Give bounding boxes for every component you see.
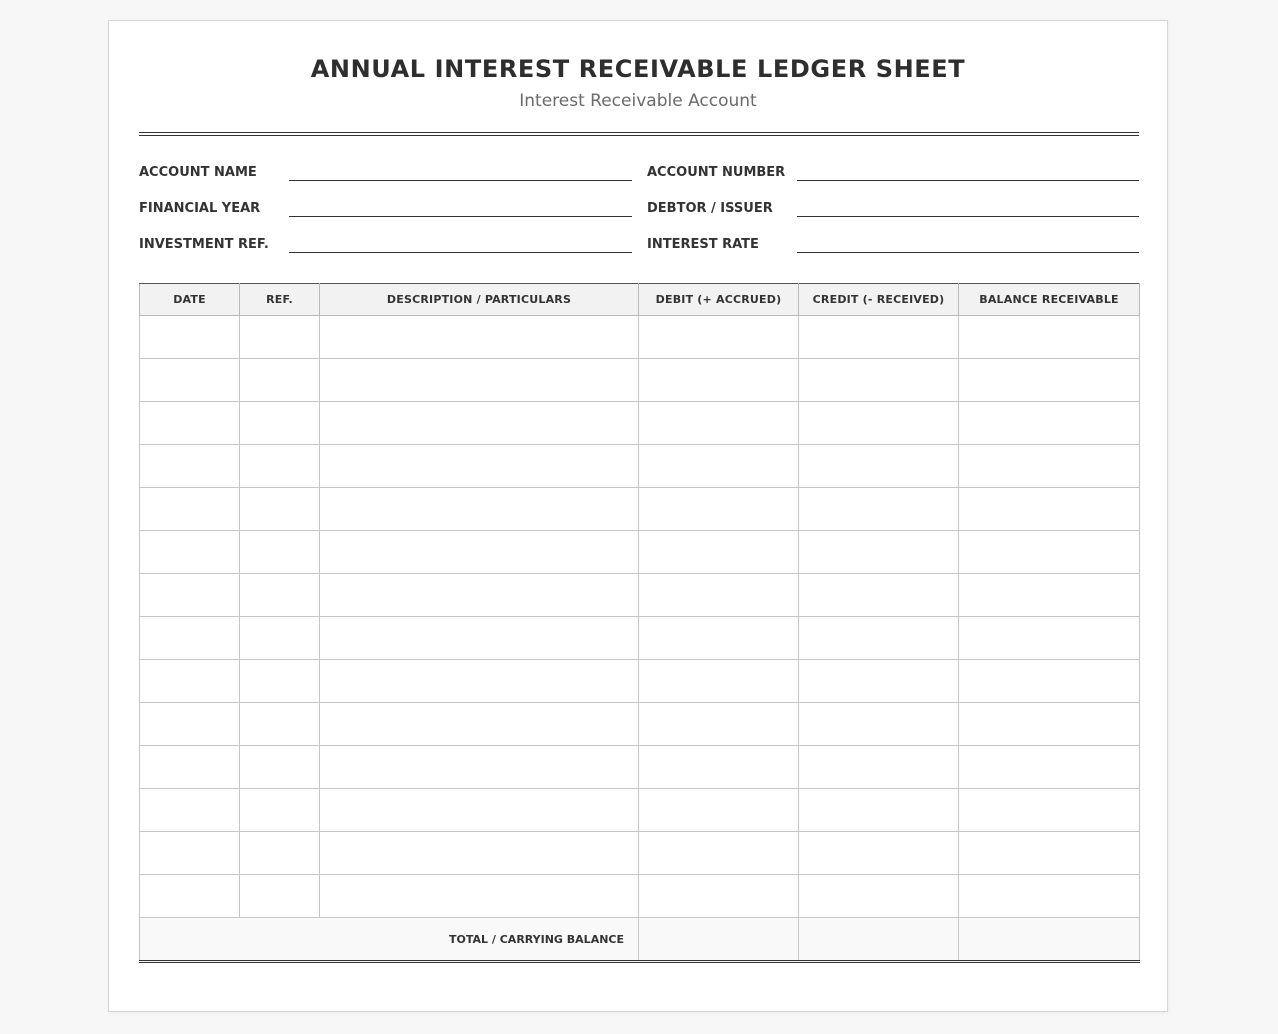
date-cell[interactable] (140, 660, 240, 703)
balance-cell[interactable] (959, 488, 1140, 531)
total-credit-cell[interactable] (799, 918, 959, 962)
ref-cell[interactable] (240, 660, 320, 703)
table-header-row (140, 284, 1140, 316)
credit-cell[interactable] (799, 832, 959, 875)
investment-ref-label: INVESTMENT REF. (139, 237, 269, 252)
column-header-balance: BALANCE RECEIVABLE (959, 284, 1140, 316)
description-cell[interactable] (320, 789, 639, 832)
balance-cell[interactable] (959, 445, 1140, 488)
credit-cell[interactable] (799, 617, 959, 660)
debit-cell[interactable] (639, 316, 799, 359)
debit-cell[interactable] (639, 531, 799, 574)
date-cell[interactable] (140, 746, 240, 789)
column-header-debit: DEBIT (+ ACCRUED) (639, 284, 799, 316)
ref-cell[interactable] (240, 875, 320, 918)
date-cell[interactable] (140, 445, 240, 488)
balance-cell[interactable] (959, 617, 1140, 660)
balance-cell[interactable] (959, 316, 1140, 359)
description-cell[interactable] (320, 746, 639, 789)
date-cell[interactable] (140, 316, 240, 359)
interest-rate-label: INTEREST RATE (647, 237, 759, 252)
total-balance-cell[interactable] (959, 918, 1140, 962)
ref-cell[interactable] (240, 617, 320, 660)
ref-cell[interactable] (240, 789, 320, 832)
balance-cell[interactable] (959, 574, 1140, 617)
credit-cell[interactable] (799, 703, 959, 746)
financial-year-field[interactable] (289, 216, 632, 217)
debit-cell[interactable] (639, 445, 799, 488)
credit-cell[interactable] (799, 445, 959, 488)
debtor-issuer-label: DEBTOR / ISSUER (647, 201, 773, 216)
balance-cell[interactable] (959, 531, 1140, 574)
table-row (140, 402, 1140, 445)
balance-cell[interactable] (959, 660, 1140, 703)
account-number-field[interactable] (797, 180, 1139, 181)
ref-cell[interactable] (240, 445, 320, 488)
credit-cell[interactable] (799, 316, 959, 359)
debtor-issuer-field[interactable] (797, 216, 1139, 217)
description-cell[interactable] (320, 832, 639, 875)
ref-cell[interactable] (240, 359, 320, 402)
ref-cell[interactable] (240, 531, 320, 574)
debit-cell[interactable] (639, 703, 799, 746)
date-cell[interactable] (140, 617, 240, 660)
column-header-description: DESCRIPTION / PARTICULARS (320, 284, 639, 316)
page-subtitle: Interest Receivable Account (519, 91, 757, 111)
financial-year-label: FINANCIAL YEAR (139, 201, 261, 216)
ref-cell[interactable] (240, 832, 320, 875)
description-cell[interactable] (320, 531, 639, 574)
debit-cell[interactable] (639, 574, 799, 617)
credit-cell[interactable] (799, 531, 959, 574)
table-row (140, 531, 1140, 574)
total-label: TOTAL / CARRYING BALANCE (140, 918, 639, 962)
date-cell[interactable] (140, 402, 240, 445)
balance-cell[interactable] (959, 359, 1140, 402)
description-cell[interactable] (320, 617, 639, 660)
table-row (140, 703, 1140, 746)
date-cell[interactable] (140, 832, 240, 875)
credit-cell[interactable] (799, 660, 959, 703)
date-cell[interactable] (140, 488, 240, 531)
debit-cell[interactable] (639, 402, 799, 445)
description-cell[interactable] (320, 359, 639, 402)
ref-cell[interactable] (240, 746, 320, 789)
interest-rate-field[interactable] (797, 252, 1139, 253)
page-title: ANNUAL INTEREST RECEIVABLE LEDGER SHEET (310, 55, 966, 83)
balance-cell[interactable] (959, 746, 1140, 789)
investment-ref-field[interactable] (289, 252, 632, 253)
table-row (140, 617, 1140, 660)
credit-cell[interactable] (799, 875, 959, 918)
description-cell[interactable] (320, 574, 639, 617)
debit-cell[interactable] (639, 660, 799, 703)
credit-cell[interactable] (799, 359, 959, 402)
table-row (140, 316, 1140, 359)
description-cell[interactable] (320, 703, 639, 746)
total-debit-cell[interactable] (639, 918, 799, 962)
debit-cell[interactable] (639, 488, 799, 531)
credit-cell[interactable] (799, 402, 959, 445)
table-row (140, 660, 1140, 703)
total-row (140, 918, 1140, 962)
table-row (140, 445, 1140, 488)
credit-cell[interactable] (799, 574, 959, 617)
table-row (140, 488, 1140, 531)
column-header-ref: REF. (240, 284, 320, 316)
description-cell[interactable] (320, 445, 639, 488)
ref-cell[interactable] (240, 488, 320, 531)
balance-cell[interactable] (959, 402, 1140, 445)
table-row (140, 574, 1140, 617)
debit-cell[interactable] (639, 789, 799, 832)
debit-cell[interactable] (639, 359, 799, 402)
ledger-table (139, 283, 1140, 963)
ledger-body (140, 316, 1140, 918)
debit-cell[interactable] (639, 617, 799, 660)
credit-cell[interactable] (799, 789, 959, 832)
balance-cell[interactable] (959, 789, 1140, 832)
date-cell[interactable] (140, 703, 240, 746)
account-number-label: ACCOUNT NUMBER (647, 165, 786, 180)
column-header-credit: CREDIT (- RECEIVED) (799, 284, 959, 316)
ref-cell[interactable] (240, 402, 320, 445)
debit-cell[interactable] (639, 746, 799, 789)
balance-cell[interactable] (959, 703, 1140, 746)
table-row (140, 746, 1140, 789)
ref-cell[interactable] (240, 574, 320, 617)
description-cell[interactable] (320, 316, 639, 359)
table-row (140, 832, 1140, 875)
table-row (140, 789, 1140, 832)
date-cell[interactable] (140, 359, 240, 402)
balance-cell[interactable] (959, 875, 1140, 918)
header-divider (139, 132, 1139, 136)
table-row (140, 359, 1140, 402)
date-cell[interactable] (140, 531, 240, 574)
credit-cell[interactable] (799, 488, 959, 531)
description-cell[interactable] (320, 488, 639, 531)
account-name-label: ACCOUNT NAME (139, 165, 257, 180)
balance-cell[interactable] (959, 832, 1140, 875)
description-cell[interactable] (320, 660, 639, 703)
description-cell[interactable] (320, 402, 639, 445)
table-row (140, 875, 1140, 918)
date-cell[interactable] (140, 875, 240, 918)
ref-cell[interactable] (240, 703, 320, 746)
account-name-field[interactable] (289, 180, 632, 181)
credit-cell[interactable] (799, 746, 959, 789)
description-cell[interactable] (320, 875, 639, 918)
debit-cell[interactable] (639, 832, 799, 875)
debit-cell[interactable] (639, 875, 799, 918)
ledger-sheet (108, 20, 1168, 1012)
ref-cell[interactable] (240, 316, 320, 359)
date-cell[interactable] (140, 789, 240, 832)
column-header-date: DATE (140, 284, 240, 316)
date-cell[interactable] (140, 574, 240, 617)
